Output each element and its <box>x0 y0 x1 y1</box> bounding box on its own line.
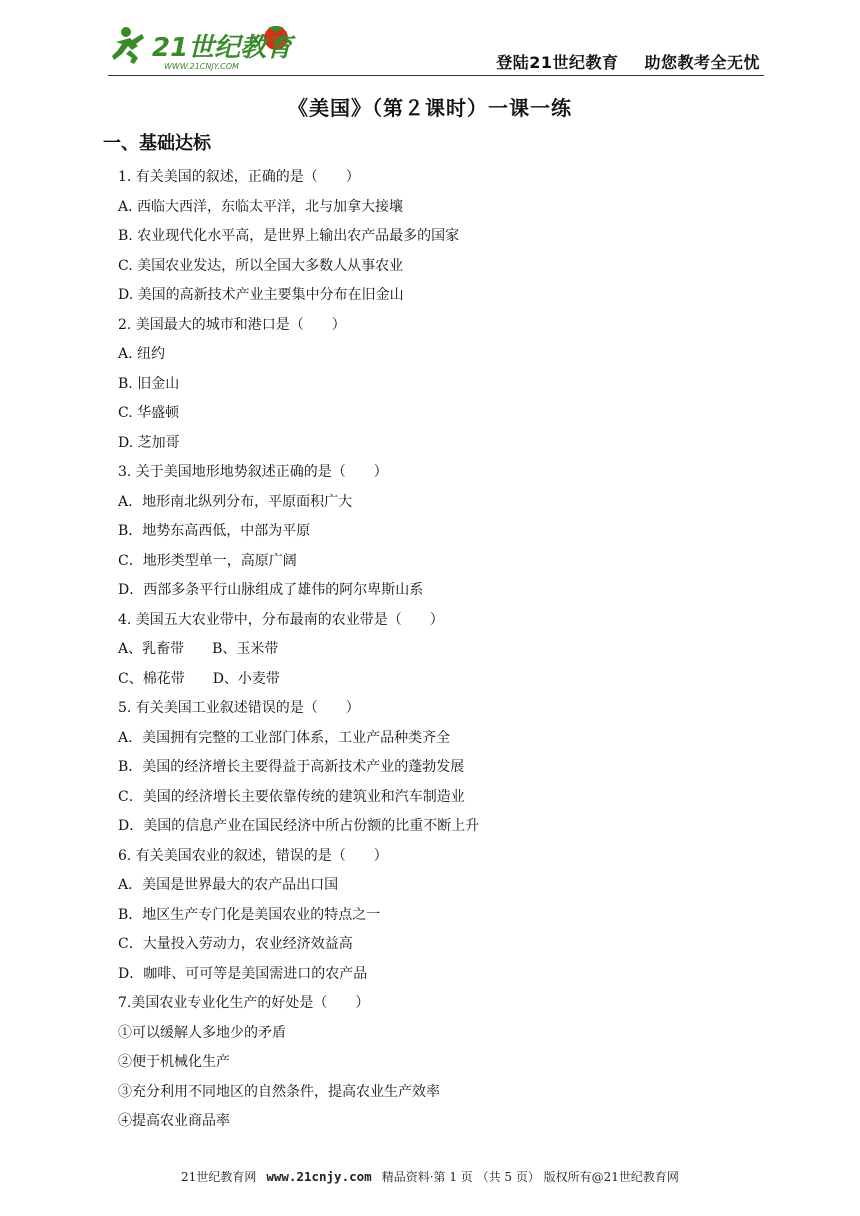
question-line: B. 旧金山 <box>118 375 180 392</box>
logo-21cnjy <box>108 20 298 72</box>
question-line: 5. 有关美国工业叙述错误的是（ ） <box>118 700 360 716</box>
question-line: ③充分利用不同地区的自然条件，提高农业生产效率 <box>118 1083 440 1100</box>
question-line: C．地形类型单一，高原广阔 <box>118 552 297 569</box>
question-line: A. 纽约 <box>118 346 166 362</box>
question-line: D．咖啡、可可等是美国需进口的农产品 <box>118 965 368 982</box>
page-header <box>108 20 764 76</box>
question-line: C、棉花带 D、小麦带 <box>118 670 280 687</box>
question-line: D．美国的信息产业在国民经济中所占份额的比重不断上升 <box>118 818 480 834</box>
footer-url[interactable]: www.21cnjy.com <box>266 1169 372 1184</box>
page-footer <box>0 1168 860 1185</box>
question-line: D．西部多条平行山脉组成了雄伟的阿尔卑斯山系 <box>118 582 424 598</box>
question-line: B. 农业现代化水平高，是世界上输出农产品最多的国家 <box>118 228 460 244</box>
question-line: B．美国的经济增长主要得益于高新技术产业的蓬勃发展 <box>118 759 465 775</box>
question-line: A. 西临大西洋，东临太平洋，北与加拿大接壤 <box>118 198 404 215</box>
question-line: A、乳畜带 B、玉米带 <box>118 641 279 657</box>
runner-icon <box>112 27 144 64</box>
question-line: A．美国拥有完整的工业部门体系，工业产品种类齐全 <box>118 729 451 746</box>
question-line: C. 华盛顿 <box>118 405 180 421</box>
question-line: ②便于机械化生产 <box>118 1054 230 1070</box>
page-title: 《美国》（第２课时）一课一练 <box>288 96 572 120</box>
header-divider <box>108 75 764 76</box>
question-line: B．地势东高西低，中部为平原 <box>118 523 311 539</box>
question-line: 1. 有关美国的叙述，正确的是（ ） <box>118 169 360 185</box>
question-line: 4. 美国五大农业带中，分布最南的农业带是（ ） <box>118 611 444 628</box>
question-line: 6. 有关美国农业的叙述，错误的是（ ） <box>118 847 388 864</box>
question-line: D. 芝加哥 <box>118 434 180 451</box>
question-line: A．地形南北纵列分布，平原面积广大 <box>118 493 353 510</box>
question-line: ①可以缓解人多地少的矛盾 <box>118 1024 286 1041</box>
question-line: A．美国是世界最大的农产品出口国 <box>118 877 339 893</box>
question-line: 7.美国农业专业化生产的好处是（ ） <box>118 995 370 1011</box>
question-line: C．美国的经济增长主要依靠传统的建筑业和汽车制造业 <box>118 788 465 805</box>
slogan-left: 登陆21世纪教育 <box>496 53 619 72</box>
question-line: D. 美国的高新技术产业主要集中分布在旧金山 <box>118 287 404 303</box>
question-line: B．地区生产专门化是美国农业的特点之一 <box>118 906 381 923</box>
question-line: ④提高农业商品率 <box>118 1113 230 1129</box>
question-list <box>118 166 798 1140</box>
section-heading: 一、基础达标 <box>103 133 211 154</box>
header-slogan <box>496 50 760 73</box>
footer-info: 精品资料·第 1 页 （共 5 页） 版权所有@21世纪教育网 <box>381 1170 679 1184</box>
footer-site: 21世纪教育网 <box>181 1170 257 1184</box>
question-line: 3. 关于美国地形地势叙述正确的是（ ） <box>118 464 388 480</box>
question-line: C．大量投入劳动力，农业经济效益高 <box>118 936 353 952</box>
logo-url: WWW.21CNJY.COM <box>164 62 239 71</box>
question-line: C. 美国农业发达，所以全国大多数人从事农业 <box>118 257 404 274</box>
logo-text: 21世纪教育 <box>152 33 293 63</box>
slogan-right: 助您教考全无忧 <box>644 53 760 72</box>
question-line: 2. 美国最大的城市和港口是（ ） <box>118 316 346 333</box>
